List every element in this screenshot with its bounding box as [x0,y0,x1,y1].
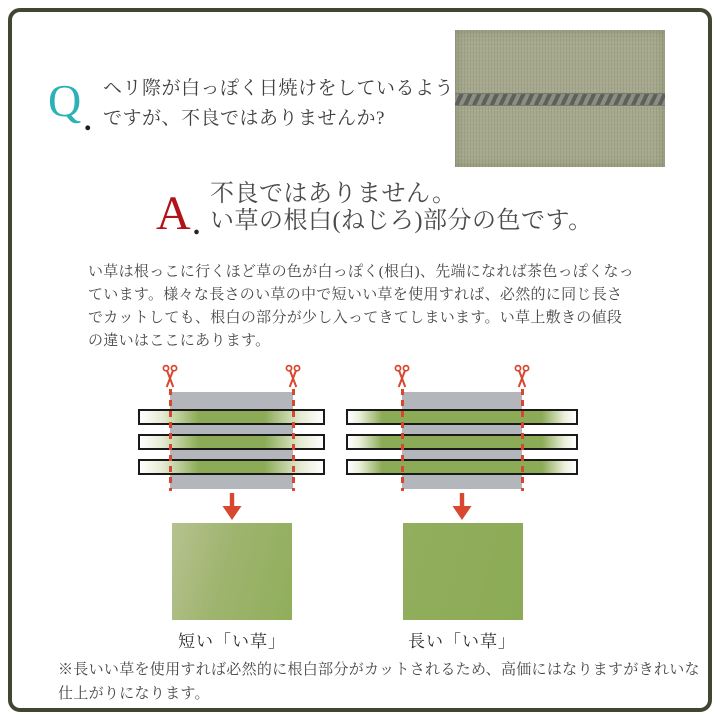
cut-line [401,389,404,491]
answer-marker: A [156,187,191,240]
scissors-icon [393,364,411,389]
arrow-down-icon [449,493,475,520]
footnote [58,658,700,706]
answer-marker-dot: . [193,210,200,241]
question-marker-dot: . [84,104,92,137]
explanation-paragraph [88,261,634,353]
question-line: ですが、不良ではありませんか? [103,108,385,129]
cut-line [521,389,524,491]
grass-bundle-bar [346,459,578,475]
grass-bundle-bar [346,409,578,425]
result-label-long: 長い「い草」 [408,632,516,651]
text-line: 仕上がりになります。 [58,686,210,702]
result-mat-long [403,523,523,620]
grass-bundle-bar [346,434,578,450]
scissors-icon [161,364,179,389]
result-label-short: 短い「い草」 [178,632,286,651]
cut-line [292,389,295,491]
text-line: ※長いい草を使用すれば必然的に根白部分がカットされるため、高価にはなりますがきれいな [58,662,700,678]
grass-bundle-bar [138,409,325,425]
result-mat-short [172,523,292,620]
text-line: ています。様々な長さのい草の中で短いい草を使用すれば、必然的に同じ長さ [88,287,623,303]
question-line: ヘリ際が白っぽく日焼けをしているよう [103,78,455,99]
answer-headline [210,181,593,235]
cut-line [169,389,172,491]
text-line: の違いはここにあります。 [88,333,271,349]
text-line: い草は根っこに行くほど草の色が白っぽく(根白)、先端になれば茶色っぽくなっ [88,264,635,280]
tatami-seam [455,93,665,106]
answer-line: 不良ではありません。 [210,181,457,207]
question-marker: Q [48,75,82,126]
grass-bundle-bar [138,434,325,450]
arrow-down-icon [219,493,245,520]
text-line: でカットしても、根白の部分が少し入ってきてしまいます。い草上敷きの値段 [88,310,623,326]
question-text [103,74,454,134]
answer-line: い草の根白(ねじろ)部分の色です。 [210,208,593,234]
grass-bundle-bar [138,459,325,475]
scissors-icon [513,364,531,389]
scissors-icon [284,364,302,389]
tatami-edge-photo [455,30,665,167]
